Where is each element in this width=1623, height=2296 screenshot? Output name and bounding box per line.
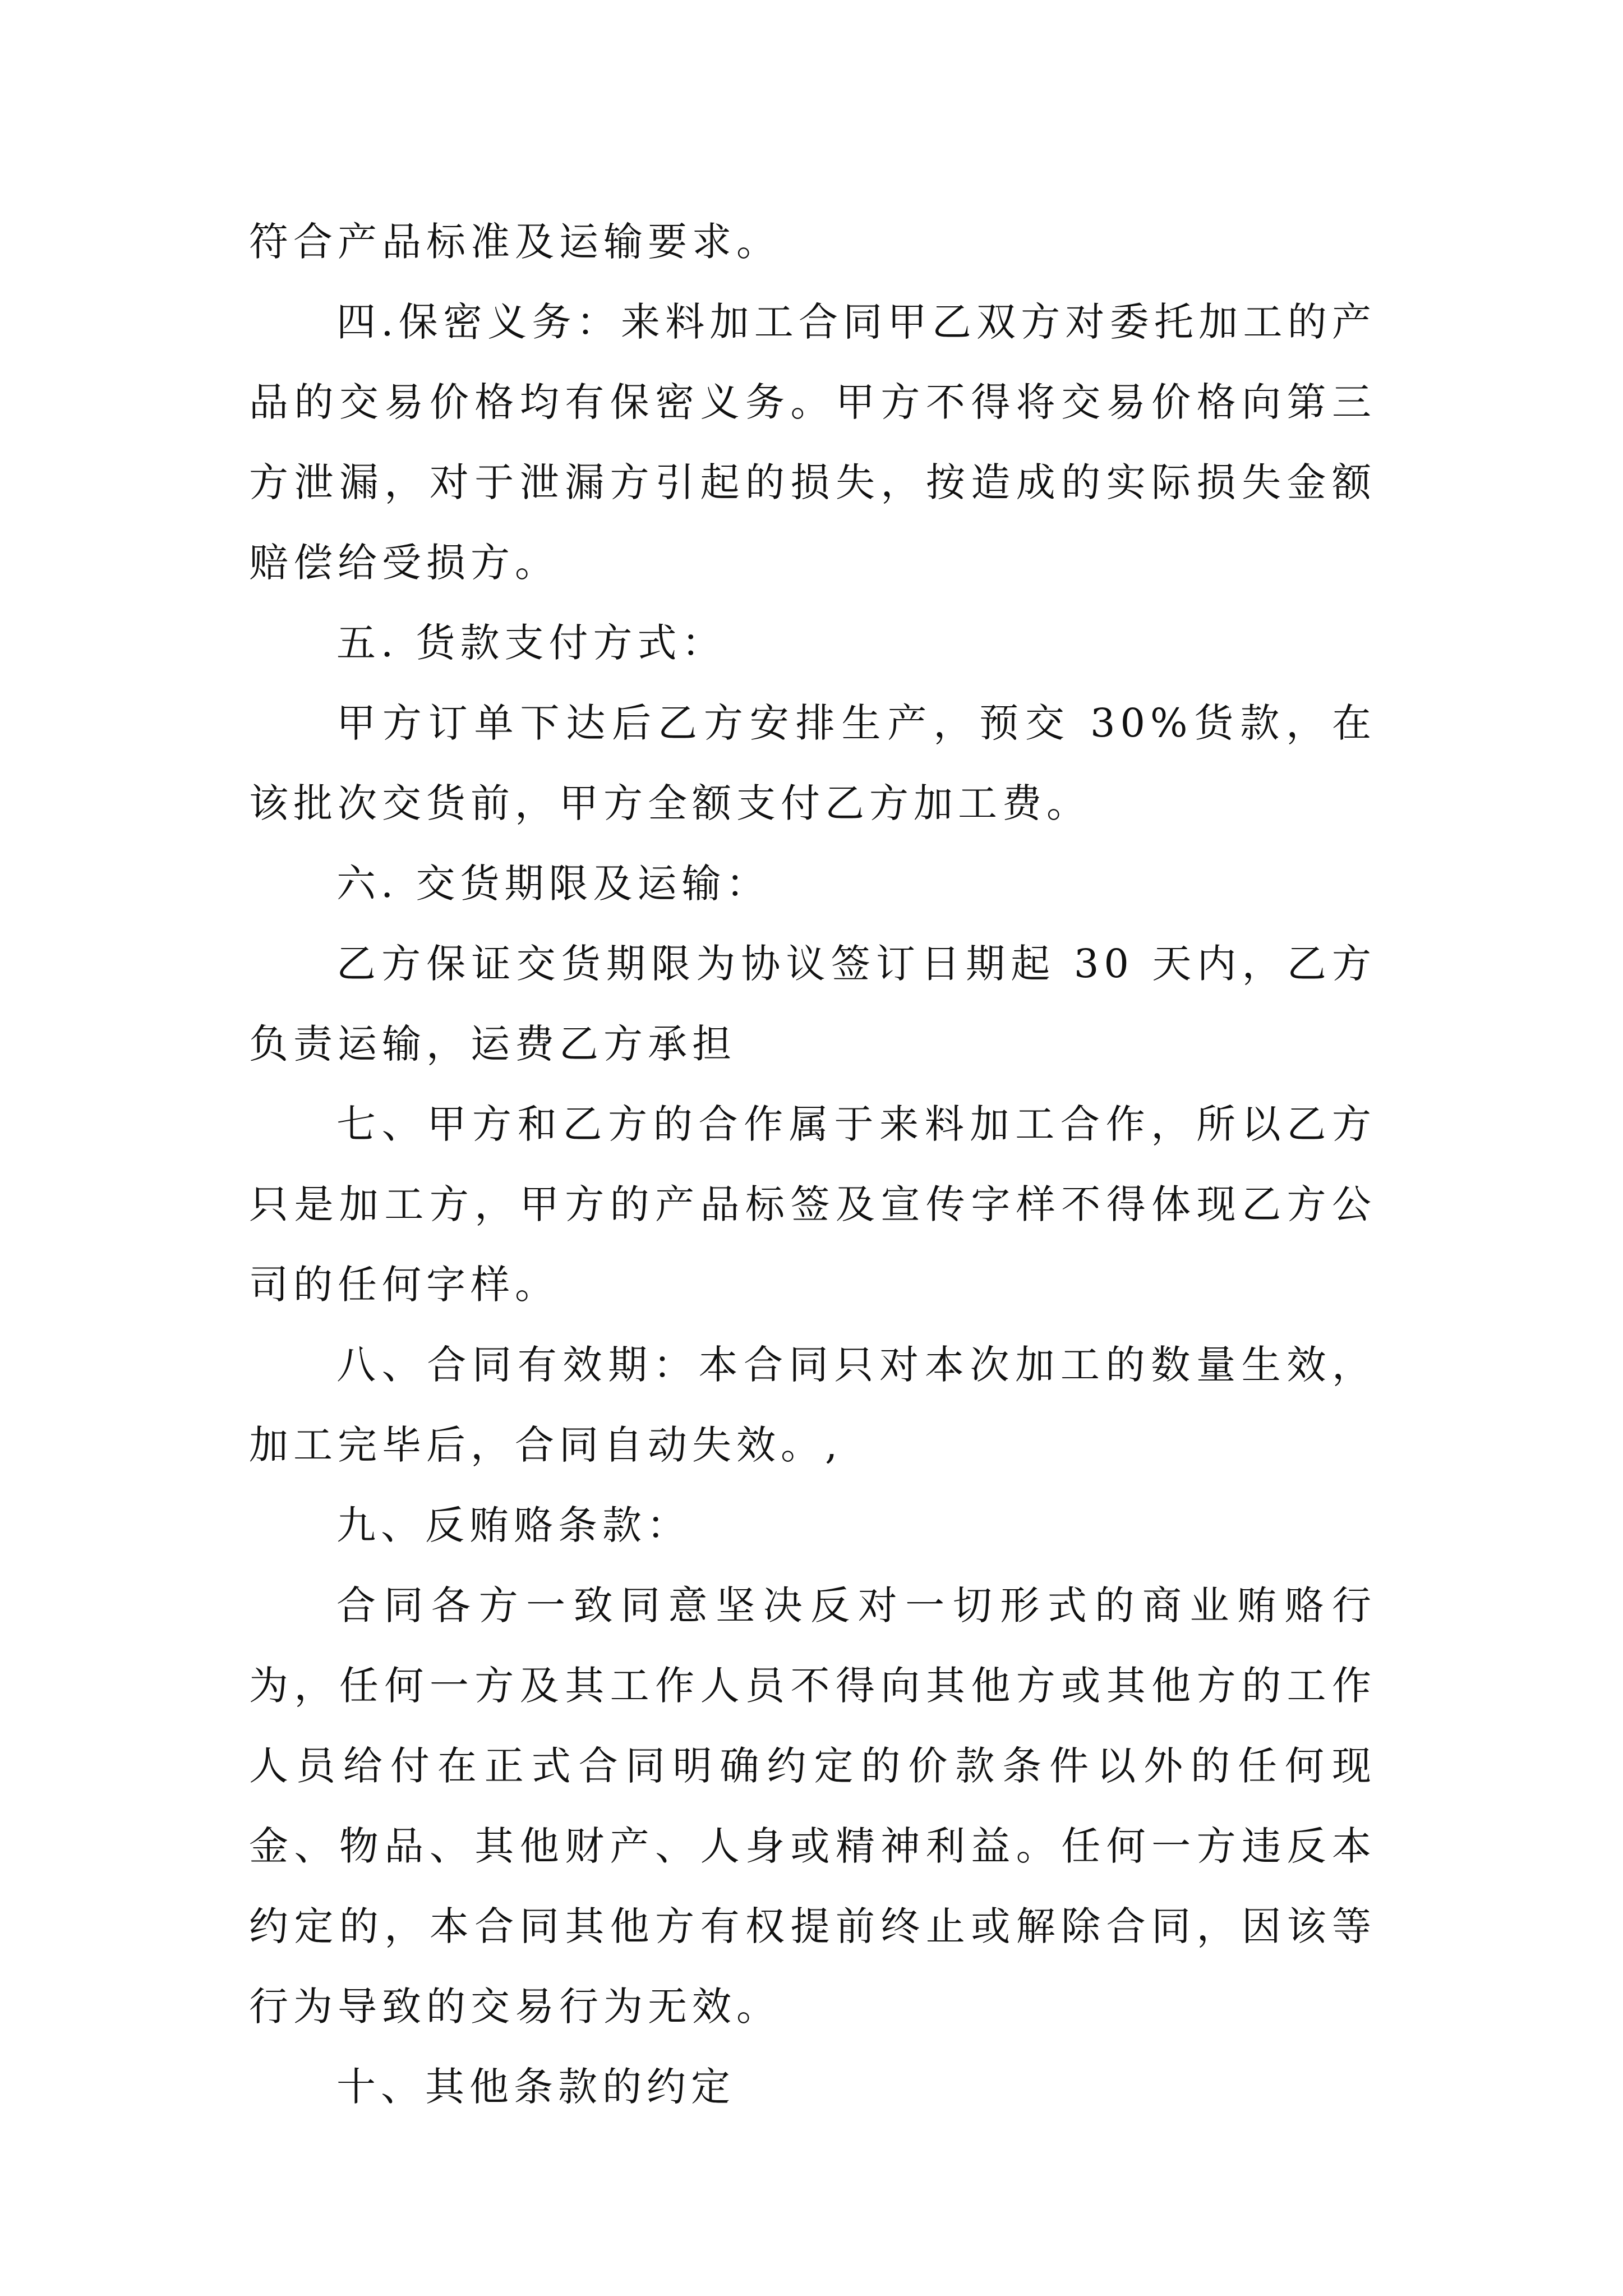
paragraph-validity: 八、合同有效期：本合同只对本次加工的数量生效，加工完毕后，合同自动失效。, [249,1342,1376,1468]
heading-delivery: 六. 交货期限及运输： [336,861,771,907]
paragraph-payment: 甲方订单下达后乙方安排生产，预交 30%货款，在该批次交货前，甲方全额支付乙方加工费。 [249,700,1376,826]
heading-payment-method: 五. 货款支付方式： [336,620,726,666]
heading-other-terms: 十、其他条款的约定 [336,2064,735,2110]
paragraph-confidentiality: 四.保密义务：来料加工合同甲乙双方对委托加工的产品的交易价格均有保密义务。甲方不得将交易价格向第三方泄漏，对于泄漏方引起的损失，按造成的实际损失金额赔偿给受损方。 [249,299,1376,586]
document-body [249,202,1376,2127]
heading-anti-bribery: 九、反贿赂条款： [336,1502,691,1548]
paragraph-anti-bribery: 合同各方一致同意坚决反对一切形式的商业贿赂行为，任何一方及其工作人员不得向其他方或其他方的工作人员给付在正式合同明确约定的价款条件以外的任何现金、物品、其他财产、人身或精神利益。任何一方违反本约定的，本合同其他方有权提前终止或解除合同，因该等行为导致的交易行为无效。 [249,1582,1376,2030]
paragraph-delivery: 乙方保证交货期限为协议签订日期起 30 天内，乙方负责运输，运费乙方承担 [249,941,1376,1067]
paragraph-continuation: 符合产品标准及运输要求。 [249,219,781,265]
paragraph-cooperation: 七、甲方和乙方的合作属于来料加工合作，所以乙方只是加工方，甲方的产品标签及宣传字样不得体现乙方公司的任何字样。 [249,1101,1376,1308]
